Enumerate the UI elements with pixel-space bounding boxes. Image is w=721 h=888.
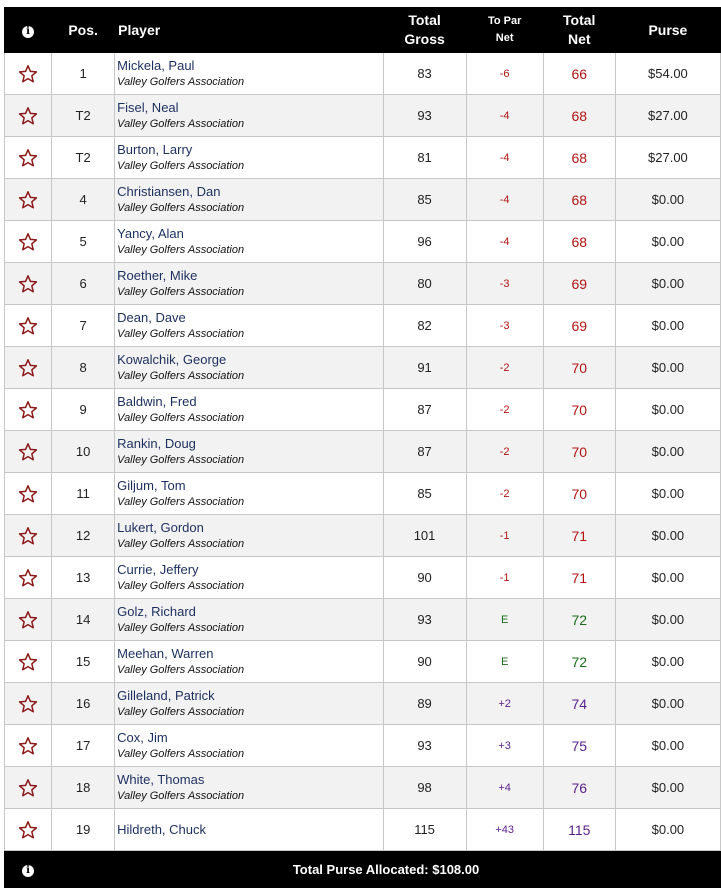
player-club: Valley Golfers Association	[117, 327, 245, 340]
purse: $0.00	[615, 641, 720, 683]
total-gross: 85	[383, 473, 466, 515]
favorite-cell[interactable]	[5, 263, 52, 305]
star-icon[interactable]	[18, 820, 38, 840]
favorite-cell[interactable]	[5, 725, 52, 767]
position: 14	[52, 599, 115, 641]
header-total-net-line2: Net	[567, 31, 591, 47]
player-club: Valley Golfers Association	[117, 747, 245, 760]
player-name[interactable]: Yancy, Alan	[117, 225, 184, 241]
total-net: 70	[543, 389, 615, 431]
player-club: Valley Golfers Association	[117, 705, 245, 718]
favorite-cell[interactable]	[5, 95, 52, 137]
to-par-net: -2	[466, 473, 543, 515]
total-gross: 93	[383, 725, 466, 767]
table-row	[5, 683, 721, 725]
star-icon[interactable]	[18, 190, 38, 210]
player-name[interactable]: Fisel, Neal	[117, 99, 179, 115]
to-par-net: -2	[466, 431, 543, 473]
player-cell[interactable]	[115, 53, 383, 95]
player-club: Valley Golfers Association	[117, 159, 245, 172]
player-club: Valley Golfers Association	[117, 789, 245, 802]
to-par-net: -2	[466, 347, 543, 389]
position: 16	[52, 683, 115, 725]
player-cell[interactable]	[115, 809, 383, 851]
player-club: Valley Golfers Association	[117, 201, 245, 214]
player-name[interactable]: White, Thomas	[117, 771, 205, 787]
footer-row	[5, 851, 721, 888]
position: 6	[52, 263, 115, 305]
table-row	[5, 263, 721, 305]
purse: $0.00	[615, 557, 720, 599]
position: T2	[52, 137, 115, 179]
total-net: 115	[543, 809, 615, 851]
player-cell[interactable]	[115, 305, 383, 347]
player-name[interactable]: Cox, Jim	[117, 729, 168, 745]
player-cell[interactable]	[115, 767, 383, 809]
purse: $0.00	[615, 347, 720, 389]
player-club: Valley Golfers Association	[117, 579, 245, 592]
total-net: 76	[543, 767, 615, 809]
position: 19	[52, 809, 115, 851]
favorite-cell[interactable]	[5, 557, 52, 599]
table-row	[5, 431, 721, 473]
total-gross: 90	[383, 557, 466, 599]
total-gross: 89	[383, 683, 466, 725]
total-gross: 90	[383, 641, 466, 683]
player-cell[interactable]	[115, 221, 383, 263]
player-club: Valley Golfers Association	[117, 243, 245, 256]
player-name[interactable]: Giljum, Tom	[117, 477, 186, 493]
favorite-cell[interactable]	[5, 683, 52, 725]
player-name[interactable]: Burton, Larry	[117, 141, 193, 157]
to-par-net: -6	[466, 53, 543, 95]
total-net: 75	[543, 725, 615, 767]
player-cell[interactable]	[115, 557, 383, 599]
player-name[interactable]: Lukert, Gordon	[117, 519, 204, 535]
position: 12	[52, 515, 115, 557]
purse: $0.00	[615, 809, 720, 851]
to-par-net: +3	[466, 725, 543, 767]
purse: $0.00	[615, 263, 720, 305]
player-name[interactable]: Christiansen, Dan	[117, 183, 221, 199]
player-cell[interactable]	[115, 263, 383, 305]
total-net: 68	[543, 137, 615, 179]
position: 7	[52, 305, 115, 347]
player-club: Valley Golfers Association	[117, 537, 245, 550]
leaderboard	[4, 7, 721, 888]
player-cell[interactable]	[115, 683, 383, 725]
purse: $0.00	[615, 515, 720, 557]
favorite-cell[interactable]	[5, 599, 52, 641]
header-row	[5, 8, 721, 53]
player-cell[interactable]	[115, 599, 383, 641]
player-club: Valley Golfers Association	[117, 411, 245, 424]
table-row	[5, 725, 721, 767]
player-cell[interactable]	[115, 725, 383, 767]
player-name[interactable]: Dean, Dave	[117, 309, 186, 325]
purse: $0.00	[615, 305, 720, 347]
total-net: 68	[543, 221, 615, 263]
star-icon[interactable]	[18, 274, 38, 294]
table-row	[5, 389, 721, 431]
player-name[interactable]: Roether, Mike	[117, 267, 198, 283]
player-name[interactable]: Golz, Richard	[117, 603, 196, 619]
header-player[interactable]: Player	[115, 8, 383, 53]
header-total-gross[interactable]	[383, 8, 466, 53]
star-icon[interactable]	[18, 736, 38, 756]
purse: $0.00	[615, 221, 720, 263]
to-par-net: +4	[466, 767, 543, 809]
position: 13	[52, 557, 115, 599]
player-name[interactable]: Currie, Jeffery	[117, 561, 199, 577]
purse: $0.00	[615, 767, 720, 809]
star-icon[interactable]	[18, 106, 38, 126]
purse: $0.00	[615, 725, 720, 767]
position: 5	[52, 221, 115, 263]
purse: $0.00	[615, 599, 720, 641]
star-icon[interactable]	[18, 568, 38, 588]
position: 9	[52, 389, 115, 431]
header-to-par-net[interactable]	[466, 8, 543, 53]
total-gross: 93	[383, 95, 466, 137]
purse: $0.00	[615, 389, 720, 431]
info-icon[interactable]: i	[22, 26, 34, 38]
header-to-par-line2: Net	[495, 32, 514, 44]
table-row	[5, 305, 721, 347]
position: 15	[52, 641, 115, 683]
player-cell[interactable]	[115, 389, 383, 431]
total-gross: 96	[383, 221, 466, 263]
header-pos[interactable]: Pos.	[52, 8, 115, 53]
position: 1	[52, 53, 115, 95]
to-par-net: E	[466, 641, 543, 683]
leaderboard-rows	[5, 53, 721, 851]
player-name[interactable]: Gilleland, Patrick	[117, 687, 215, 703]
player-name[interactable]: Kowalchik, George	[117, 351, 227, 367]
position: 8	[52, 347, 115, 389]
total-gross: 98	[383, 767, 466, 809]
to-par-net: -4	[466, 95, 543, 137]
favorite-cell[interactable]	[5, 137, 52, 179]
player-cell[interactable]	[115, 473, 383, 515]
leaderboard-table	[4, 7, 721, 888]
table-row	[5, 557, 721, 599]
header-total-gross-line2: Gross	[404, 31, 445, 47]
header-total-net[interactable]	[543, 8, 615, 53]
favorite-cell[interactable]	[5, 767, 52, 809]
star-icon[interactable]	[18, 316, 38, 336]
player-club: Valley Golfers Association	[117, 495, 245, 508]
favorite-cell[interactable]	[5, 641, 52, 683]
to-par-net: -2	[466, 389, 543, 431]
to-par-net: -3	[466, 263, 543, 305]
favorite-cell[interactable]	[5, 515, 52, 557]
total-gross: 85	[383, 179, 466, 221]
total-net: 72	[543, 641, 615, 683]
table-row	[5, 95, 721, 137]
purse: $0.00	[615, 473, 720, 515]
player-cell[interactable]	[115, 431, 383, 473]
favorite-cell[interactable]	[5, 431, 52, 473]
header-purse[interactable]: Purse	[615, 8, 720, 53]
star-icon[interactable]	[18, 358, 38, 378]
player-club: Valley Golfers Association	[117, 369, 245, 382]
total-net: 71	[543, 515, 615, 557]
star-icon[interactable]	[18, 526, 38, 546]
to-par-net: -4	[466, 221, 543, 263]
total-purse: Total Purse Allocated: $108.00	[52, 851, 721, 888]
position: 10	[52, 431, 115, 473]
table-row	[5, 53, 721, 95]
player-club: Valley Golfers Association	[117, 663, 245, 676]
favorite-cell[interactable]	[5, 221, 52, 263]
total-gross: 115	[383, 809, 466, 851]
total-gross: 83	[383, 53, 466, 95]
purse: $0.00	[615, 179, 720, 221]
purse: $27.00	[615, 95, 720, 137]
favorite-cell[interactable]	[5, 389, 52, 431]
player-name[interactable]: Meehan, Warren	[117, 645, 214, 661]
position: T2	[52, 95, 115, 137]
total-gross: 101	[383, 515, 466, 557]
player-name[interactable]: Mickela, Paul	[117, 57, 195, 73]
total-gross: 87	[383, 389, 466, 431]
player-cell[interactable]	[115, 515, 383, 557]
star-icon[interactable]	[18, 64, 38, 84]
player-club: Valley Golfers Association	[117, 453, 245, 466]
purse: $0.00	[615, 431, 720, 473]
footer-info[interactable]	[5, 851, 52, 888]
header-info[interactable]	[5, 8, 52, 53]
total-gross: 91	[383, 347, 466, 389]
info-icon[interactable]: i	[22, 865, 34, 877]
player-cell[interactable]	[115, 95, 383, 137]
total-gross: 87	[383, 431, 466, 473]
star-icon[interactable]	[18, 652, 38, 672]
total-gross: 93	[383, 599, 466, 641]
to-par-net: E	[466, 599, 543, 641]
favorite-cell[interactable]	[5, 473, 52, 515]
total-net: 70	[543, 347, 615, 389]
table-row	[5, 599, 721, 641]
player-name[interactable]: Baldwin, Fred	[117, 393, 197, 409]
to-par-net: +43	[466, 809, 543, 851]
table-row	[5, 767, 721, 809]
table-row	[5, 221, 721, 263]
table-row	[5, 179, 721, 221]
to-par-net: -3	[466, 305, 543, 347]
player-club: Valley Golfers Association	[117, 75, 245, 88]
header-total-net-line1: Total	[563, 12, 596, 28]
total-gross: 81	[383, 137, 466, 179]
purse: $27.00	[615, 137, 720, 179]
position: 4	[52, 179, 115, 221]
player-cell[interactable]	[115, 179, 383, 221]
table-row	[5, 473, 721, 515]
player-cell[interactable]	[115, 347, 383, 389]
header-to-par-line1: To Par	[487, 15, 522, 27]
to-par-net: -4	[466, 137, 543, 179]
favorite-cell[interactable]	[5, 53, 52, 95]
to-par-net: -1	[466, 557, 543, 599]
star-icon[interactable]	[18, 148, 38, 168]
to-par-net: -1	[466, 515, 543, 557]
star-icon[interactable]	[18, 694, 38, 714]
to-par-net: -4	[466, 179, 543, 221]
star-icon[interactable]	[18, 400, 38, 420]
favorite-cell[interactable]	[5, 809, 52, 851]
player-name[interactable]: Hildreth, Chuck	[117, 821, 207, 837]
purse: $0.00	[615, 683, 720, 725]
star-icon[interactable]	[18, 484, 38, 504]
table-row	[5, 515, 721, 557]
total-net: 69	[543, 263, 615, 305]
star-icon[interactable]	[18, 610, 38, 630]
favorite-cell[interactable]	[5, 179, 52, 221]
to-par-net: +2	[466, 683, 543, 725]
star-icon[interactable]	[18, 232, 38, 252]
table-row	[5, 137, 721, 179]
total-net: 68	[543, 95, 615, 137]
total-net: 72	[543, 599, 615, 641]
position: 11	[52, 473, 115, 515]
position: 18	[52, 767, 115, 809]
table-row	[5, 809, 721, 851]
favorite-cell[interactable]	[5, 305, 52, 347]
player-cell[interactable]	[115, 641, 383, 683]
player-club: Valley Golfers Association	[117, 117, 245, 130]
player-club: Valley Golfers Association	[117, 285, 245, 298]
table-row	[5, 641, 721, 683]
total-net: 70	[543, 431, 615, 473]
total-net: 66	[543, 53, 615, 95]
star-icon[interactable]	[18, 442, 38, 462]
total-net: 71	[543, 557, 615, 599]
favorite-cell[interactable]	[5, 347, 52, 389]
total-gross: 82	[383, 305, 466, 347]
player-cell[interactable]	[115, 137, 383, 179]
position: 17	[52, 725, 115, 767]
player-name[interactable]: Rankin, Doug	[117, 435, 196, 451]
purse: $54.00	[615, 53, 720, 95]
total-net: 68	[543, 179, 615, 221]
star-icon[interactable]	[18, 778, 38, 798]
player-club: Valley Golfers Association	[117, 621, 245, 634]
total-net: 74	[543, 683, 615, 725]
total-gross: 80	[383, 263, 466, 305]
total-net: 70	[543, 473, 615, 515]
header-total-gross-line1: Total	[408, 12, 441, 28]
table-row	[5, 347, 721, 389]
total-net: 69	[543, 305, 615, 347]
